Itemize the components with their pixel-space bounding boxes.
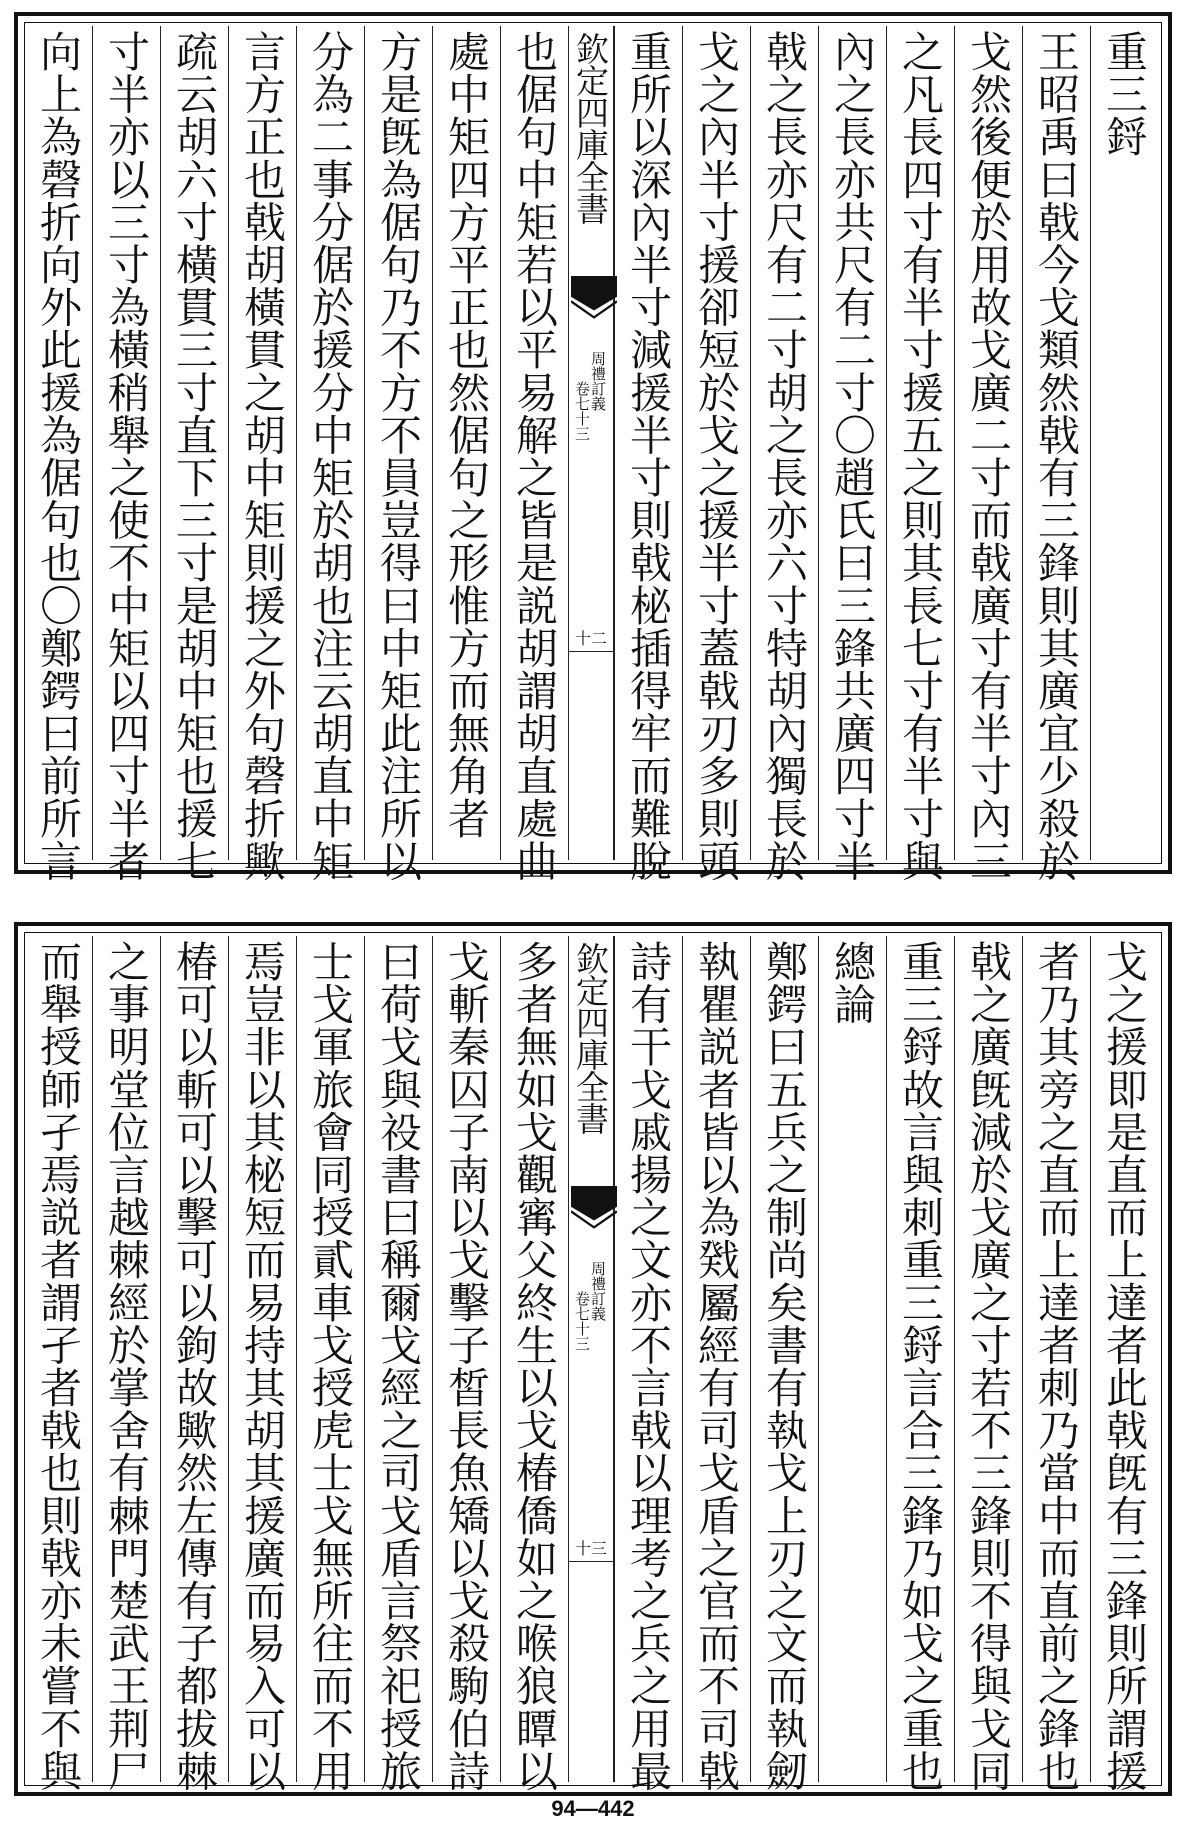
text-column <box>682 936 750 1792</box>
column-text: 總論 <box>828 940 877 1026</box>
text-column <box>500 936 568 1792</box>
text-column <box>228 936 296 1792</box>
page-number-footer: 94—442 <box>551 1796 635 1821</box>
upper-text-columns <box>28 26 1158 882</box>
column-text: 方是旣為倨句乃不方不員豈得曰中矩此注所以 <box>374 30 423 882</box>
text-column <box>364 936 432 1792</box>
text-column <box>92 936 160 1792</box>
lower-page <box>14 922 1172 1796</box>
lower-text-columns <box>28 936 1158 1792</box>
text-column <box>500 26 568 882</box>
collection-title: 欽定四庫全書 <box>571 32 610 224</box>
leaf-number: 十二 <box>574 629 607 648</box>
column-text: 王昭禹曰戟今戈類然戟有三鋒則其廣宜少殺於 <box>1032 30 1081 882</box>
column-text: 重所以深內半寸減援半寸則戟柲插得牢而難脫 <box>624 30 673 882</box>
column-text: 戈之援即是直而上達者此戟旣有三鋒則所謂援 <box>1100 940 1149 1792</box>
center-fold <box>568 26 614 860</box>
volume-label: 卷七十三 <box>573 1291 591 1351</box>
upper-page <box>14 12 1172 882</box>
column-text: 之事明堂位言越棘經於掌舍有棘門楚武王荆尸 <box>102 940 151 1792</box>
fish-tail-mark-icon <box>571 1186 617 1232</box>
column-text: 內之長亦共尺有二寸〇趙氏曰三鋒共廣四寸半 <box>828 30 877 882</box>
column-text: 戈之內半寸援卻短於戈之援半寸蓋戟刃多則頭 <box>692 30 741 882</box>
column-text: 者乃其旁之直而上達者刺乃當中而直前之鋒也 <box>1032 940 1081 1792</box>
book-title: 周禮訂義 <box>589 1261 607 1321</box>
text-column <box>818 26 886 882</box>
column-text: 鄭鍔曰五兵之制尚矣書有執戈上刃之文而執劒 <box>760 940 809 1792</box>
text-column <box>296 936 364 1792</box>
column-text: 也倨句中矩若以平易解之皆是説胡謂胡直處曲 <box>510 30 559 882</box>
book-title: 周禮訂義 <box>589 351 607 411</box>
text-column <box>432 936 500 1792</box>
text-column <box>954 936 1022 1792</box>
center-fold <box>568 936 614 1782</box>
column-text: 椿可以斬可以擊可以鉤故歟然左傳有子都拔棘 <box>170 940 219 1792</box>
column-text: 重三鋝 <box>1100 30 1149 158</box>
text-column <box>1022 936 1090 1792</box>
fold-rule <box>569 1561 613 1562</box>
column-text: 分為二事分倨於援分中矩於胡也注云胡直中矩 <box>306 30 355 882</box>
text-column <box>614 26 682 882</box>
text-column <box>24 26 92 882</box>
column-text: 而舉授師孑焉説者謂孑者戟也則戟亦未嘗不與 <box>34 940 83 1792</box>
text-column <box>1090 26 1158 860</box>
volume-label: 卷七十三 <box>573 381 591 441</box>
column-text: 寸半亦以三寸為橫稍舉之使不中矩以四寸半者 <box>102 30 151 882</box>
text-column <box>160 26 228 882</box>
text-column <box>432 26 500 860</box>
column-text: 言方正也戟胡橫貫之胡中矩則援之外句磬折歟 <box>238 30 287 882</box>
collection-title: 欽定四庫全書 <box>571 942 610 1134</box>
column-text: 多者無如戈觀寗父終生以戈椿僑如之喉狼瞫以 <box>510 940 559 1792</box>
column-text: 士戈軍旅會同授貳車戈授虎士戈無所往而不用 <box>306 940 355 1792</box>
text-column <box>1090 936 1158 1792</box>
text-column <box>160 936 228 1792</box>
text-column <box>364 26 432 882</box>
text-column <box>1022 26 1090 882</box>
text-column <box>92 26 160 882</box>
column-text: 焉豈非以其柲短而易持其胡其援廣而易入可以 <box>238 940 287 1792</box>
fold-rule <box>569 651 613 652</box>
column-text: 戟之廣旣減於戈廣之寸若不三鋒則不得與戈同 <box>964 940 1013 1792</box>
text-column <box>228 26 296 882</box>
text-column <box>296 26 364 882</box>
column-text: 處中矩四方平正也然倨句之形惟方而無角者 <box>442 30 491 840</box>
text-column <box>818 936 886 1782</box>
text-column <box>886 936 954 1792</box>
text-column <box>886 26 954 882</box>
text-column <box>682 26 750 882</box>
column-text: 之凡長四寸有半寸援五之則其長七寸有半寸與 <box>896 30 945 882</box>
text-column <box>750 936 818 1792</box>
column-text: 向上為磬折向外此援為倨句也〇鄭鍔曰前所言 <box>34 30 83 882</box>
column-text: 重三鋝故言與刺重三鋝言合三鋒乃如戈之重也 <box>896 940 945 1792</box>
column-text: 詩有干戈戚揚之文亦不言戟以理考之兵之用最 <box>624 940 673 1792</box>
text-column <box>614 936 682 1792</box>
text-column <box>954 26 1022 882</box>
leaf-number: 十三 <box>574 1539 607 1558</box>
column-text: 戟之長亦尺有二寸胡之長亦六寸特胡內獨長於 <box>760 30 809 882</box>
text-column <box>24 936 92 1792</box>
column-text: 戈然後便於用故戈廣二寸而戟廣寸有半寸內三 <box>964 30 1013 882</box>
column-text: 疏云胡六寸橫貫三寸直下三寸是胡中矩也援七 <box>170 30 219 882</box>
book-and-volume <box>569 351 613 511</box>
column-text: 執瞿説者皆以為戣屬經有司戈盾之官而不司戟 <box>692 940 741 1792</box>
text-column <box>750 26 818 882</box>
fish-tail-mark-icon <box>571 276 617 322</box>
column-text: 戈斬秦囚子南以戈擊子皙長魚矯以戈殺駒伯詩 <box>442 940 491 1792</box>
book-and-volume <box>569 1261 613 1421</box>
column-text: 曰荷戈與祋書曰稱爾戈經之司戈盾言祭祀授旅 <box>374 940 423 1792</box>
